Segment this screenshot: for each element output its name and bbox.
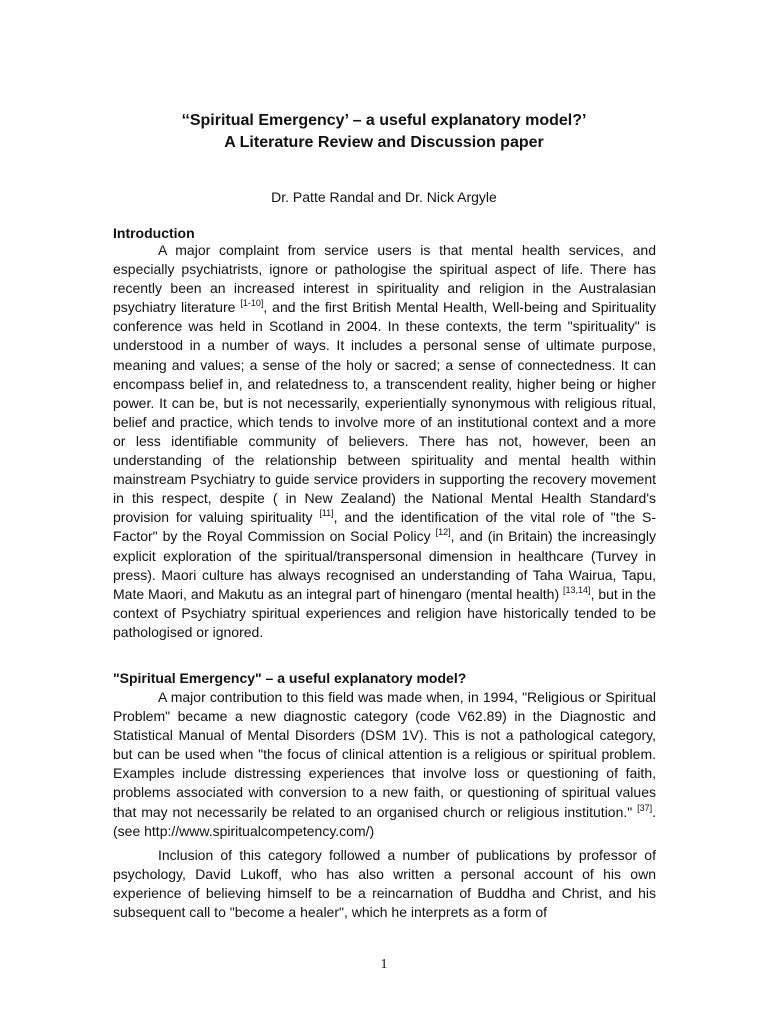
text-run: , and the identification of the vital role of "the S-Factor" by the Royal Commission on Social Policy xyxy=(113,509,657,545)
introduction-paragraph xyxy=(113,241,656,642)
spiritual-emergency-paragraph-1 xyxy=(113,688,656,841)
text-run: . (see http://www.spiritualcompetency.com/) xyxy=(113,803,656,839)
page-number: 1 xyxy=(380,957,388,972)
text-run: , and the first British Mental Health, Well-being and Spirituality conference was held in Scotland in 2004. In these contexts, the term "spirituality" is understood in a number of ways. It includes a personal sense of ultimate purpose, meaning and values; a sense of the holy or sacred; a sense of connectedness. It can encompass belief in, and relatedness to, a transcendent reality, higher being or higher power. It can be, but is not necessarily, experientially synonymous with religious ritual, belief and practice, which tends to involve more of an institutional context and a more or less identifiable community of believers. There has not, however, been an understanding of the relationship between spirituality and mental health within mainstream Psychiatry to guide service providers in supporting the recovery movement in this respect, despite ( in New Zealand) the National Mental Health Standard's provision for valuing spirituality xyxy=(113,299,656,526)
text-run: A major contribution to this field was made when, in 1994, "Religious or Spiritual Problem" became a new diagnostic category (code V62.89) in the Diagnostic and Statistical Manual of Mental Disorders (DSM 1V). This is not a pathological category, but can be used when "the focus of clinical attention is a religious or spiritual problem. Examples include distressing experiences that involve loss or questioning of faith, problems associated with conversion to a new faith, or questioning of spiritual values that may not necessarily be related to an organised church or religious institution." xyxy=(113,689,656,820)
citation: [12] xyxy=(435,527,451,538)
citation: [37] xyxy=(637,802,653,813)
citation: [11] xyxy=(319,508,334,519)
text-run: , and (in Britain) the increasingly explicit exploration of the spiritual/transpersonal dimension in healthcare (Turvey in press). Maori culture has always recognised an understanding of Taha Wairua, Tapu, Mate Maori, and Makutu as an integral part of hinengaro (mental health) xyxy=(113,528,656,602)
spiritual-emergency-paragraph-2: Inclusion of this category followed a number of publications by professor of psychology, David Lukoff, who has also written a personal account of his own experience of believing himself to be a reincarnation of Buddha and Christ, and his subsequent call to "become a healer", which he interprets as a form of xyxy=(113,847,656,921)
document-title-line-2: A Literature Review and Discussion paper xyxy=(224,134,544,151)
spiritual-emergency-heading: "Spiritual Emergency" – a useful explanatory model? xyxy=(113,670,467,686)
text-run: A major complaint from service users is that mental health services, and especially psychiatrists, ignore or pathologise the spiritual aspect of life. There has recently been an increased interest in spirituality and religion in the Australasian psychiatry literature xyxy=(113,242,656,316)
citation: [1-10] xyxy=(240,298,264,309)
text-run: , but in the context of Psychiatry spiritual experiences and religion have historically tended to be pathologised or ignored. xyxy=(113,585,656,640)
document-title-line-1: ‘‘Spiritual Emergency’ – a useful explanatory model?’ xyxy=(181,112,587,129)
authors-line: Dr. Patte Randal and Dr. Nick Argyle xyxy=(271,189,497,205)
citation: [13,14] xyxy=(563,584,591,595)
introduction-heading: Introduction xyxy=(113,225,195,241)
